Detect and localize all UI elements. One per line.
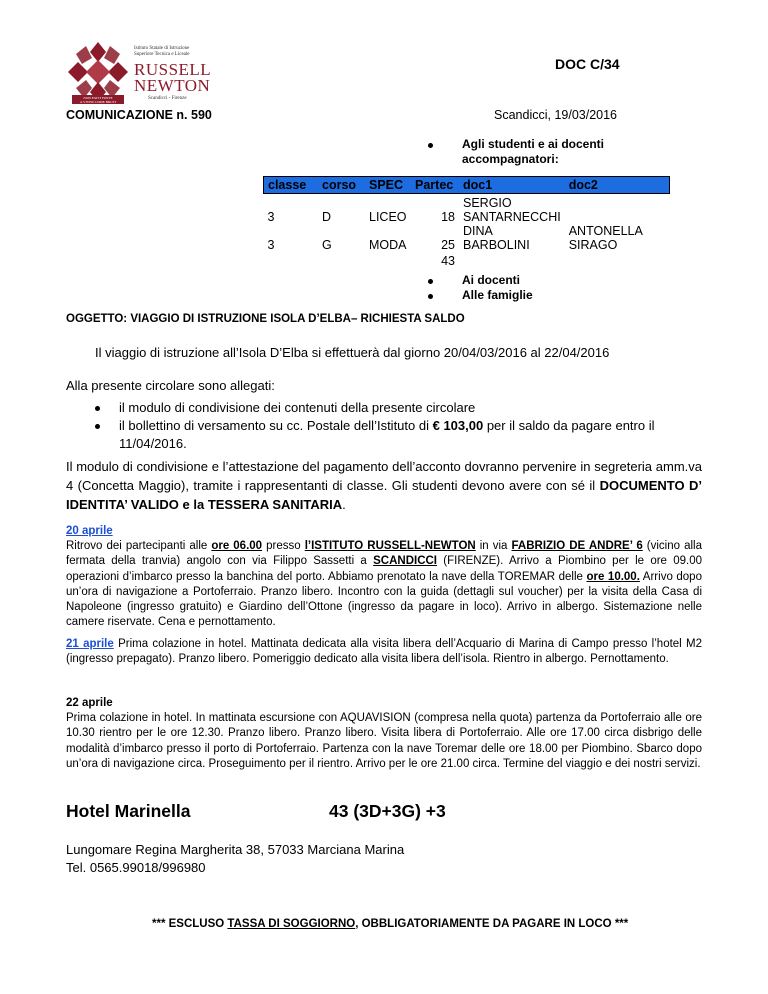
doc-code: DOC C/34 (555, 56, 620, 72)
recipients-line1: Agli studenti e ai docenti (462, 137, 605, 151)
logo-line2: Superiore Tecnica e Liceale (134, 52, 190, 57)
allegato-bollettino: il bollettino di versamento su cc. Postale dell’Istituto di € 103,00 per il saldo da pagare entro il 11/04/2016. (119, 417, 702, 453)
day3-text: Prima colazione in hotel. In mattinata escursione con AQUAVISION (compresa nella quota) partenza da Portoferraio alle ore 10.30 rientro per le ore 12.30. Pranzo libero. Pranzo libero. Visita libera di Portoferraio. Alle ore 17.00 circa disbrigo delle modalità d’imbarco presso il porto di Portoferraio. Partenza con la nave Toremar delle ore 18.00 per Piombino. Sbarco dopo un’ora di navigazione circa. Proseguimento per il rientro. Arrivo per le ore 21.00 circa. Termine del viaggio e dei nostri servizi. (66, 712, 702, 770)
bullet-icon (95, 406, 100, 411)
cell-classe: 3 (267, 238, 275, 252)
day2-text: Prima colazione in hotel. Mattinata dedicata alla visita libera dell’Acquario di Marina di Campo presso l’hotel M2 (ingresso prepagato). Pranzo libero. Pomeriggio dedicato alla visita libera dell’isola. Rientro in albergo. Pernottamento. (66, 638, 702, 666)
day2-link[interactable]: 21 aprile (66, 638, 114, 650)
logo-place: Scandicci - Firenze (148, 96, 187, 101)
day1-text: Ritrovo dei partecipanti alle ore 06.00 presso l’ISTITUTO RUSSELL-NEWTON in via FABRIZIO DE ANDRE’ 6 (vicino alla fermata della tranvia) angolo con via Filippo Sassetti a SCANDICCI (FIRENZE). Arrivo a Piombino per le ore 09.00 operazioni d’imbarco presso la banchina del porto. Abbiamo prenotato la nave della TOREMAR delle ore 10.00. Arrivo dopo un’ora di navigazione a Portoferraio. Pranzo libero. Incontro con la guida (dettagli sul voucher) per la visita della Casa di Napoleone (ingresso gratuito) e Giardino dell’Ottone (ingresso da pagare in loco). Arrivo in albergo. Sistemazione nelle camere riservate. Cena e pernottamento. (66, 540, 702, 629)
intro-line: Il viaggio di istruzione all’Isola D’Elba si effettuerà dal giorno 20/04/03/2016 al 22/04/2016 (95, 345, 610, 360)
table-row (264, 224, 670, 252)
cell-doc2 (565, 194, 670, 225)
cell-corso: G (322, 238, 332, 252)
bullet-icon (428, 294, 433, 299)
documento-richiesto: DOCUMENTO D’ IDENTITA’ VALIDO e la TESSERA SANITARIA (66, 478, 702, 512)
cell-partec: 25 (441, 238, 455, 252)
hotel-address: Lungomare Regina Margherita 38, 57033 Marciana Marina (66, 842, 405, 857)
logo-ribbon-line1: NON FATTI FOSTE (83, 96, 113, 100)
table-row (264, 194, 670, 225)
hotel-name: Hotel Marinella (66, 801, 191, 821)
allegato-modulo: il modulo di condivisione dei contenuti della presente circolare (119, 400, 476, 415)
hotel-count: 43 (3D+3G) +3 (329, 801, 446, 821)
footer-note: *** ESCLUSO TASSA DI SOGGIORNO, OBBLIGATORIAMENTE DA PAGARE IN LOCO *** (152, 918, 629, 930)
cell-doc1 (459, 224, 565, 252)
modulo-paragraph: Il modulo di condivisione e l’attestazione del pagamento dell’acconto dovranno pervenire in segreteria amm.va 4 (Concetta Maggio), tramite i rappresentanti di classe. Gli studenti devono avere con sé il DOCUMENTO D’ IDENTITA’ VALIDO e la TESSERA SANITARIA. (66, 459, 702, 512)
logo-line1: Istituto Statale di Istruzione (134, 46, 190, 51)
bullet-icon (428, 143, 433, 148)
doc1-firstname: DINA (463, 224, 493, 238)
cell-classe: 3 (267, 210, 275, 224)
cell-doc2 (565, 224, 670, 252)
class-table (263, 176, 670, 268)
table-header-row (264, 177, 670, 194)
col-doc1: doc1 (459, 177, 565, 194)
doc1-lastname: BARBOLINI (463, 238, 530, 252)
cell-total: 43 (441, 254, 455, 268)
day2-section (66, 637, 702, 667)
doc1-lastname: SANTARNECCHI (463, 210, 561, 224)
logo-ribbon-line2: A VIVER COME BRUTI (79, 100, 117, 104)
place-date: Scandicci, 19/03/2016 (494, 108, 618, 122)
logo-name-newton: NEWTON (134, 76, 211, 95)
logo-name-russell: RUSSELL (134, 60, 212, 79)
oggetto: OGGETTO: VIAGGIO DI ISTRUZIONE ISOLA D’ELBA– RICHIESTA SALDO (66, 313, 465, 325)
day3-section (66, 696, 702, 772)
col-classe: classe (264, 177, 319, 194)
scadenza: 11/04/2016. (119, 436, 187, 451)
cell-spec: MODA (369, 238, 407, 252)
col-doc2: doc2 (565, 177, 670, 194)
recipient-docenti: Ai docenti (462, 273, 521, 287)
day3-label: 22 aprile (66, 697, 113, 709)
tassa-soggiorno: TASSA DI SOGGIORNO (227, 918, 356, 930)
col-corso: corso (318, 177, 365, 194)
doc2-lastname: SIRAGO (568, 238, 618, 252)
recipients-line2: accompagnatori: (462, 152, 559, 166)
cell-corso: D (322, 210, 332, 224)
day1-section (66, 524, 702, 630)
comunicazione-number: COMUNICAZIONE n. 590 (66, 108, 212, 122)
cell-doc1 (459, 194, 565, 225)
table-total-row (264, 252, 670, 268)
bullet-icon (95, 424, 100, 429)
school-logo (66, 40, 256, 110)
doc2-firstname: ANTONELLA (568, 224, 643, 238)
importo: € 103,00 (432, 418, 484, 433)
col-partec: Partec (411, 177, 459, 194)
recipient-famiglie: Alle famiglie (462, 288, 533, 302)
allegati-title: Alla presente circolare sono allegati: (66, 378, 275, 393)
doc1-firstname: SERGIO (463, 196, 512, 210)
bullet-icon (428, 279, 433, 284)
cell-spec: LICEO (369, 210, 407, 224)
hotel-phone: Tel. 0565.99018/996980 (66, 860, 206, 875)
cell-partec: 18 (441, 210, 455, 224)
day1-link[interactable]: 20 aprile (66, 525, 113, 537)
col-spec: SPEC (365, 177, 411, 194)
